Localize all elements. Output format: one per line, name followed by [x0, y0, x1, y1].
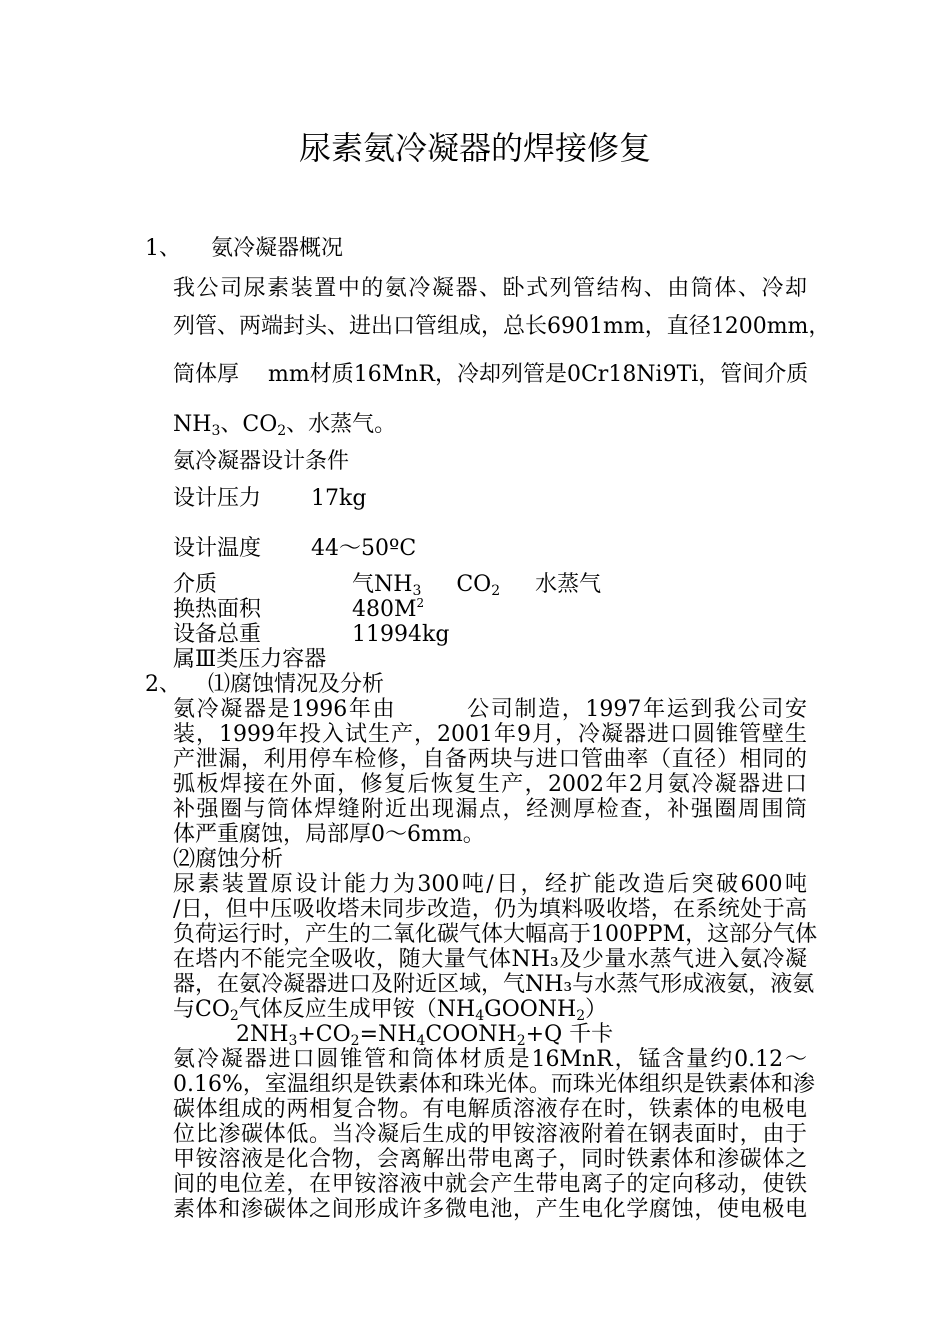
- paragraph-line: 产泄漏，利用停车检修，自备两块与进口管曲率（直径）相同的: [173, 747, 807, 772]
- section-1-number: 1、: [145, 236, 181, 261]
- paragraph-line: 装，1999年投入试生产，2001年9月，冷凝器进口圆锥管壁生: [173, 722, 807, 747]
- paragraph-line: 在塔内不能完全吸收，随大量气体NH₃及少量水蒸气进入氨冷凝: [173, 947, 807, 972]
- design-conditions-heading: 氨冷凝器设计条件: [173, 449, 350, 474]
- paragraph-line: 筒体厚 mm材质16MnR，冷却列管是0Cr18Ni9Ti，管间介质: [173, 362, 809, 387]
- paragraph-line: 器，在氨冷凝器进口及附近区域，气NH₃与水蒸气形成液氨，液氨: [173, 972, 815, 997]
- paragraph-line: 弧板焊接在外面，修复后恢复生产，2002年2月氨冷凝器进口: [173, 772, 807, 797]
- pressure-value: 17kg: [311, 486, 367, 511]
- paragraph-line: 氨冷凝器是1996年由 公司制造，1997年运到我公司安: [173, 697, 807, 722]
- reaction-equation: $2NH_3+CO_2=NH_4COONH_2+Q$ 千卡: [236, 1022, 614, 1049]
- paragraph-line: 间的电位差，在甲铵溶液中就会产生带电离子的定向移动，使铁: [173, 1172, 807, 1197]
- paragraph-line: 列管、两端封头、进出口管组成，总长6901mm，直径1200mm，: [173, 314, 831, 339]
- pressure-label: 设计压力: [173, 486, 262, 511]
- paragraph-line: 尿素装置原设计能力为300吨/日，经扩能改造后突破600吨: [173, 872, 807, 897]
- temperature-value: 44～50ºC: [311, 536, 417, 561]
- paragraph-line: 氨冷凝器进口圆锥管和筒体材质是16MnR，锰含量约0.12～: [173, 1047, 807, 1072]
- sub-heading: ⑵腐蚀分析: [173, 847, 284, 872]
- paragraph-line: 位比渗碳体低。当冷凝后生成的甲铵溶液附着在钢表面时，由于: [173, 1122, 807, 1147]
- paragraph-line: 甲铵溶液是化合物，会离解出带电离子，同时铁素体和渗碳体之: [173, 1147, 807, 1172]
- document-title: 尿素氨冷凝器的焊接修复: [298, 129, 651, 167]
- paragraph-line: 补强圈与筒体焊缝附近出现漏点，经测厚检查，补强圈周围筒: [173, 797, 807, 822]
- area-value: $480M^2$: [352, 596, 425, 622]
- paragraph-line: 0.16%，室温组织是铁素体和珠光体。而珠光体组织是铁素体和渗: [173, 1072, 815, 1097]
- paragraph-line: 体严重腐蚀，局部厚0～6mm。: [173, 822, 485, 847]
- section-2-heading: ⑴腐蚀情况及分析: [208, 672, 385, 697]
- medium-label: 介质: [173, 572, 218, 597]
- area-label: 换热面积: [173, 597, 262, 622]
- paragraph-line: 碳体组成的两相复合物。有电解质溶液存在时，铁素体的电极电: [173, 1097, 807, 1122]
- medium-value: 气$NH_3$ $CO_2$ 水蒸气: [352, 572, 602, 599]
- weight-label: 设备总重: [173, 622, 262, 647]
- paragraph-line: 负荷运行时，产生的二氧化碳气体大幅高于100PPM，这部分气体: [173, 922, 818, 947]
- section-1-heading: 氨冷凝器概况: [211, 236, 344, 261]
- section-2-number: 2、: [145, 672, 181, 697]
- vessel-class: 属Ⅲ类压力容器: [173, 647, 327, 672]
- paragraph-line-formula: $NH_3$、$CO_2$、水蒸气。: [173, 412, 397, 439]
- temperature-label: 设计温度: [173, 536, 262, 561]
- paragraph-line-formula: 与$CO_2$气体反应生成甲铵$(NH_4GOONH_2)$: [173, 997, 608, 1024]
- paragraph-line: 素体和渗碳体之间形成许多微电池，产生电化学腐蚀，使电极电: [173, 1197, 807, 1222]
- paragraph-line: 我公司尿素装置中的氨冷凝器、卧式列管结构、由筒体、冷却: [173, 276, 807, 301]
- paragraph-line: /日，但中压吸收塔未同步改造，仍为填料吸收塔，在系统处于高: [173, 897, 807, 922]
- weight-value: 11994kg: [352, 622, 450, 647]
